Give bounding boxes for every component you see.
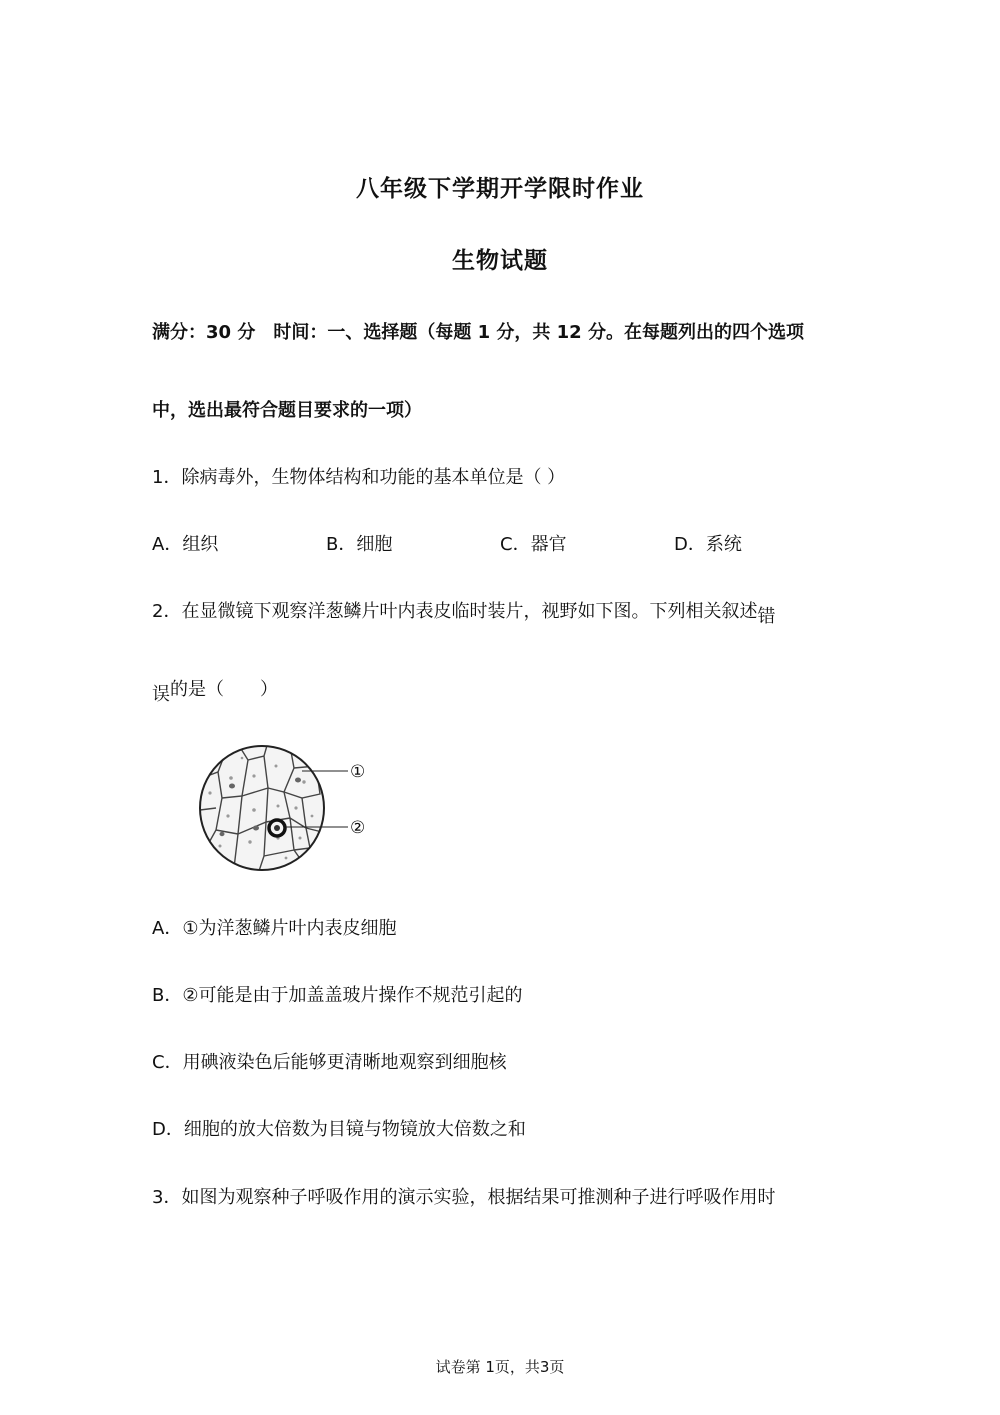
section-header-line1: 满分：30 分 时间：一、选择题（每题 1 分，共 12 分。在每题列出的四个选项 (152, 322, 804, 343)
document-subtitle: 生物试题 (452, 248, 548, 274)
question-1-stem: 1．除病毒外，生物体结构和功能的基本单位是（ ） (152, 467, 566, 488)
question-2-stem-line2 (152, 675, 278, 705)
figure-label-1: ① (350, 762, 366, 782)
question-1-option-d: D．系统 (674, 534, 742, 555)
question-2-option-c: C．用碘液染色后能够更清晰地观察到细胞核 (152, 1052, 507, 1073)
question-2-option-b: B．②可能是由于加盖盖玻片操作不规范引起的 (152, 985, 523, 1006)
question-1-options (152, 530, 852, 556)
page-footer: 试卷第 1页，共3页 (435, 1358, 565, 1376)
question-1-option-b: B．细胞 (326, 534, 393, 555)
question-2-stem-line1 (152, 597, 776, 627)
question-1-option-c: C．器官 (500, 534, 567, 555)
question-2-option-d: D．细胞的放大倍数为目镜与物镜放大倍数之和 (152, 1119, 526, 1140)
question-3-stem: 3．如图为观察种子呼吸作用的演示实验，根据结果可推测种子进行呼吸作用时 (152, 1187, 776, 1208)
question-2-stem-emphasis-start: 误 (152, 684, 170, 705)
question-2-stem-emphasis-end: 错 (757, 606, 776, 627)
onion-cell-micrograph-figure (198, 738, 388, 878)
question-2-stem-text: 2．在显微镜下观察洋葱鳞片叶内表皮临时装片，视野如下图。下列相关叙述 (152, 601, 758, 622)
question-1-option-a: A．组织 (152, 534, 219, 555)
section-header-line2: 中，选出最符合题目要求的一项） (152, 400, 422, 421)
figure-label-2: ② (350, 818, 366, 838)
question-2-option-a: A．①为洋葱鳞片叶内表皮细胞 (152, 918, 397, 939)
cell-field (198, 738, 328, 878)
document-title: 八年级下学期开学限时作业 (356, 176, 644, 202)
question-2-stem-rest: 的是（ ） (170, 679, 278, 700)
micrograph-svg (198, 738, 388, 878)
